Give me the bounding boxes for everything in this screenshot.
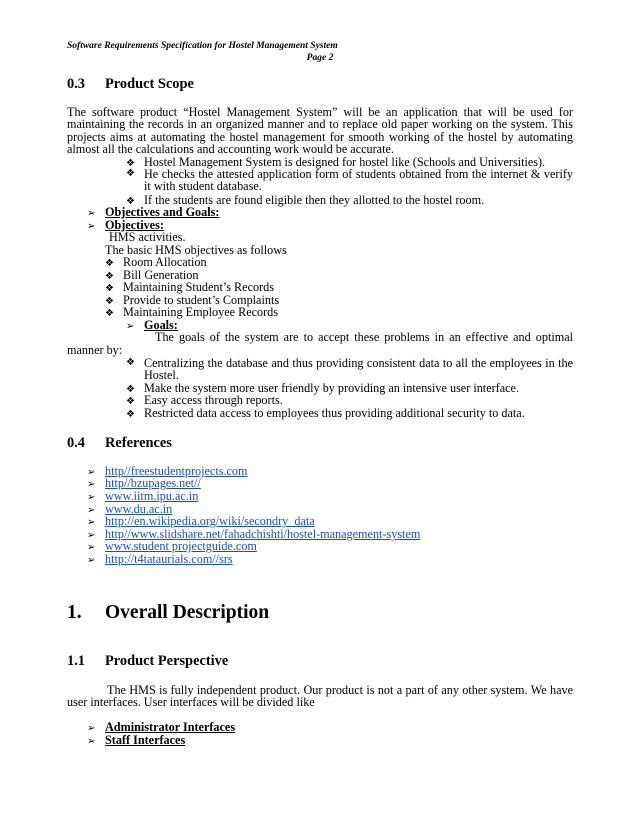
diamond-bullet-icon: ❖: [126, 396, 135, 407]
header-page-number: Page 2: [306, 53, 334, 63]
list-item: ➢ Objectives and Goals:: [87, 205, 220, 219]
arrow-bullet-icon: ➢: [126, 321, 135, 332]
reference-link[interactable]: www.student projectguide.com: [105, 539, 257, 553]
perspective-paragraph: The HMS is fully independent product. Our product is not a part of any other system. We have user interfaces. User interfaces will be divided like: [67, 683, 573, 710]
header-title: Software Requirements Specification for Hostel Management System: [67, 41, 338, 51]
list-item: ❖ He checks the attested application form of students obtained from the internet & verify it with student database.: [126, 167, 573, 194]
section-number: 0.3: [67, 76, 85, 92]
diamond-bullet-icon: ❖: [126, 409, 135, 420]
list-item: ❖ Provide to student’s Complaints: [105, 293, 280, 307]
diamond-bullet-icon: ❖: [126, 168, 135, 179]
text-line: HMS activities.: [109, 230, 186, 244]
section-number: 0.4: [67, 435, 85, 451]
arrow-bullet-icon: ➢: [87, 555, 96, 566]
arrow-bullet-icon: ➢: [87, 221, 96, 232]
reference-link[interactable]: http://en.wikipedia.org/wiki/secondry_data: [105, 514, 315, 528]
running-header: [67, 40, 573, 64]
section-heading-0-4: [67, 435, 172, 452]
list-item: ➢ Staff Interfaces: [87, 733, 186, 747]
list-item: ❖ Maintaining Student’s Records: [105, 280, 274, 294]
list-item: ➢ Goals:: [126, 318, 178, 332]
list-item: ❖ Restricted data access to employees thus providing additional security to data.: [126, 406, 525, 420]
diamond-bullet-icon: ❖: [105, 258, 114, 269]
arrow-bullet-icon: ➢: [87, 208, 96, 219]
list-item: ❖ Centralizing the database and thus providing consistent data to all the employees in the Hostel.: [126, 356, 573, 383]
diamond-bullet-icon: ❖: [126, 384, 135, 395]
arrow-bullet-icon: ➢: [87, 492, 96, 503]
section-number: 1.1: [67, 653, 85, 669]
list-item: ❖ Bill Generation: [105, 268, 199, 282]
reference-link[interactable]: http//www.slidshare.net/fahadchishti/hostel-management-system: [105, 527, 421, 541]
diamond-bullet-icon: ❖: [105, 271, 114, 282]
section-title: Product Scope: [105, 76, 194, 92]
chapter-number: 1.: [67, 602, 82, 623]
chapter-title: Overall Description: [105, 602, 270, 623]
arrow-bullet-icon: ➢: [87, 479, 96, 490]
arrow-bullet-icon: ➢: [87, 517, 96, 528]
reference-link[interactable]: http://t4tataurials.com//srs: [105, 552, 233, 566]
arrow-bullet-icon: ➢: [87, 736, 96, 747]
section-heading-0-3: [67, 76, 194, 93]
list-item: ❖ Maintaining Employee Records: [105, 305, 279, 319]
scope-intro-paragraph: The software product “Hostel Management System” will be an application that will be used for maintaining the records in an organized manner and to replace old paper working on the system. This projects aims at automating the hostel management for smooth working of the hostel by automating almost all the calculations and accounting work would be accurate.: [67, 105, 573, 157]
list-item: ❖ Make the system more user friendly by providing an intensive user interface.: [126, 381, 519, 395]
diamond-bullet-icon: ❖: [126, 158, 135, 169]
arrow-bullet-icon: ➢: [87, 542, 96, 553]
diamond-bullet-icon: ❖: [105, 308, 114, 319]
reference-item: [87, 553, 233, 567]
reference-link[interactable]: www.iitm.ipu.ac.in: [105, 489, 199, 503]
diamond-bullet-icon: ❖: [126, 357, 135, 368]
text-line: The basic HMS objectives as follows: [105, 243, 287, 257]
section-title: Product Perspective: [105, 653, 229, 669]
goals-text: The goals of the system are to accept these problems in an effective and optimal: [155, 330, 573, 344]
section-title: References: [105, 435, 172, 451]
goals-text-continued: manner by:: [67, 343, 123, 357]
diamond-bullet-icon: ❖: [105, 296, 114, 307]
arrow-bullet-icon: ➢: [87, 467, 96, 478]
reference-link[interactable]: http//freestudentprojects.com: [105, 464, 248, 478]
list-item: ❖ Room Allocation: [105, 255, 207, 269]
section-heading-1-1: [67, 653, 228, 670]
list-item: ❖ If the students are found eligible then they allotted to the hostel room.: [126, 193, 485, 207]
reference-link[interactable]: www.du.ac.in: [105, 502, 173, 516]
arrow-bullet-icon: ➢: [87, 530, 96, 541]
list-item: ➢ Objectives:: [87, 218, 164, 232]
diamond-bullet-icon: ❖: [126, 196, 135, 207]
list-item: ❖ Easy access through reports.: [126, 393, 283, 407]
arrow-bullet-icon: ➢: [87, 505, 96, 516]
list-item: ➢ Administrator Interfaces: [87, 720, 236, 734]
reference-link[interactable]: http//bzupages.net//: [105, 476, 201, 490]
list-item: ❖ Hostel Management System is designed for hostel like (Schools and Universities).: [126, 155, 546, 169]
diamond-bullet-icon: ❖: [105, 283, 114, 294]
chapter-heading-1: [67, 602, 269, 624]
arrow-bullet-icon: ➢: [87, 723, 96, 734]
